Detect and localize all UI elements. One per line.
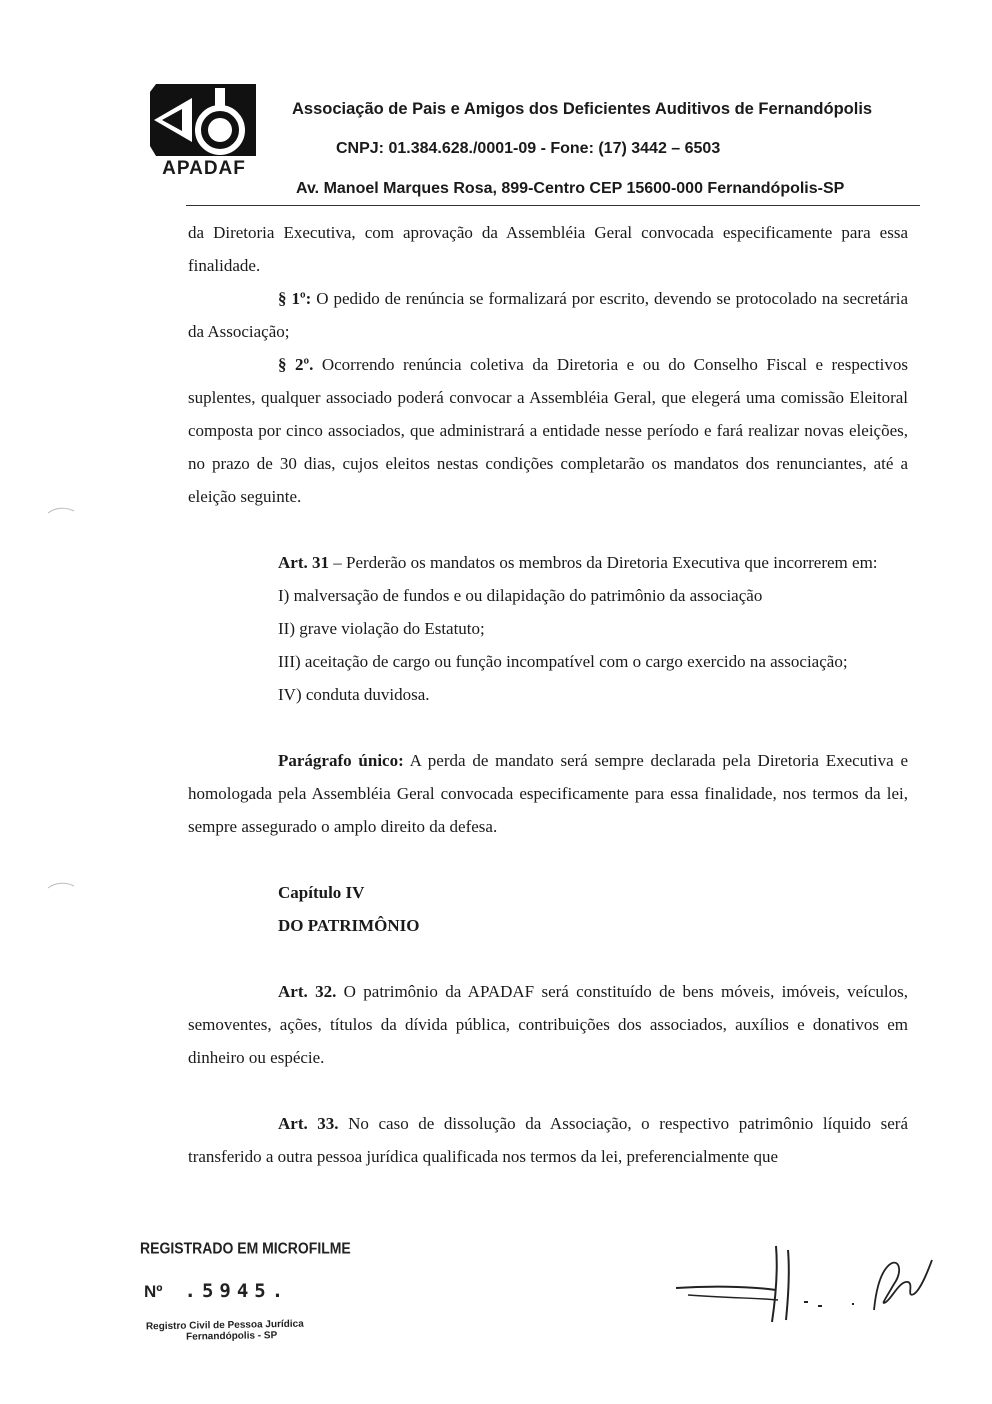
list-item-2: II) grave violação do Estatuto; bbox=[278, 619, 485, 638]
spacer bbox=[188, 1074, 908, 1107]
document-body bbox=[188, 216, 908, 1173]
number-label: Nº bbox=[144, 1282, 163, 1301]
cnpj-phone-line: CNPJ: 01.384.628./0001-09 - Fone: (17) 3442 – 6503 bbox=[336, 140, 721, 157]
article-33-text: No caso de dissolução da Associação, o respectivo patrimônio líquido será transferido a outra pessoa jurídica qualificada nos termos da lei, preferencialmente que bbox=[188, 1114, 908, 1166]
signature-marks bbox=[668, 1240, 938, 1330]
section-2-text: Ocorrendo renúncia coletiva da Diretoria e ou do Conselho Fiscal e respectivos suplentes, qualquer associado poderá convocar a Assembléia Geral, que elegerá uma comissão Eleitoral composta por cinco associados, que administrará a entidade nesse período e fará realizar novas eleições, no prazo de 30 dias, cujos eleitos nestas condições completarão os mandatos dos renunciantes, até a eleição seguinte. bbox=[188, 355, 908, 506]
number-value: .5945. bbox=[184, 1280, 290, 1302]
section-2-label: § 2º. bbox=[278, 355, 314, 374]
header-divider bbox=[186, 205, 920, 206]
paragraph-section-2 bbox=[188, 348, 908, 513]
registry-number bbox=[144, 1280, 289, 1302]
spacer bbox=[188, 843, 908, 876]
sole-paragraph bbox=[188, 744, 908, 843]
list-item-1: I) malversação de fundos e ou dilapidação do patrimônio da associação bbox=[278, 586, 763, 605]
paragraph-continuation: da Diretoria Executiva, com aprovação da Assembléia Geral convocada especificamente para essa finalidade. bbox=[188, 223, 908, 275]
scan-mark bbox=[46, 880, 76, 890]
sole-paragraph-label: Parágrafo único: bbox=[278, 751, 404, 770]
paragraph-section-1 bbox=[188, 282, 908, 348]
apadaf-logo bbox=[146, 80, 262, 180]
list-item-4: IV) conduta duvidosa. bbox=[278, 685, 430, 704]
article-32-text: O patrimônio da APADAF será constituído de bens móveis, imóveis, veículos, semoventes, ações, títulos da dívida pública, contribuições dos associados, auxílios e donativos em dinheiro ou espécie. bbox=[188, 982, 908, 1067]
address-line: Av. Manoel Marques Rosa, 899-Centro CEP 15600-000 Fernandópolis-SP bbox=[296, 180, 845, 197]
chapter-number: Capítulo IV bbox=[278, 883, 365, 902]
registry-office-line2: Fernandópolis - SP bbox=[186, 1330, 278, 1343]
article-31-text: – Perderão os mandatos os membros da Diretoria Executiva que incorrerem em: bbox=[328, 553, 878, 572]
article-33-label: Art. 33. bbox=[278, 1114, 339, 1133]
logo-emblem-icon bbox=[146, 80, 262, 160]
list-item-3: III) aceitação de cargo ou função incompatível com o cargo exercido na associação; bbox=[278, 652, 848, 671]
spacer bbox=[188, 711, 908, 744]
article-32-label: Art. 32. bbox=[278, 982, 337, 1001]
article-31 bbox=[188, 546, 908, 579]
registry-office bbox=[146, 1319, 304, 1344]
article-33 bbox=[188, 1107, 908, 1173]
section-1-text: O pedido de renúncia se formalizará por escrito, devendo se protocolado na secretária da Associação; bbox=[188, 289, 908, 341]
spacer bbox=[188, 513, 908, 546]
article-31-label: Art. 31 bbox=[278, 553, 329, 572]
org-name: Associação de Pais e Amigos dos Deficientes Auditivos de Fernandópolis bbox=[292, 100, 873, 118]
spacer bbox=[188, 942, 908, 975]
scan-mark bbox=[46, 505, 76, 515]
article-32 bbox=[188, 975, 908, 1074]
logo-text: APADAF bbox=[162, 158, 246, 179]
sole-paragraph-text: A perda de mandato será sempre declarada pela Diretoria Executiva e homologada pela Assembléia Geral convocada especificamente para essa finalidade, nos termos da lei, sempre assegurado o amplo direito da defesa. bbox=[188, 751, 908, 836]
microfilm-stamp: REGISTRADO EM MICROFILME bbox=[140, 1239, 351, 1257]
section-1-label: § 1º: bbox=[278, 289, 312, 308]
chapter-title: DO PATRIMÔNIO bbox=[278, 916, 420, 935]
registry-office-line1: Registro Civil de Pessoa Jurídica bbox=[145, 1318, 304, 1333]
